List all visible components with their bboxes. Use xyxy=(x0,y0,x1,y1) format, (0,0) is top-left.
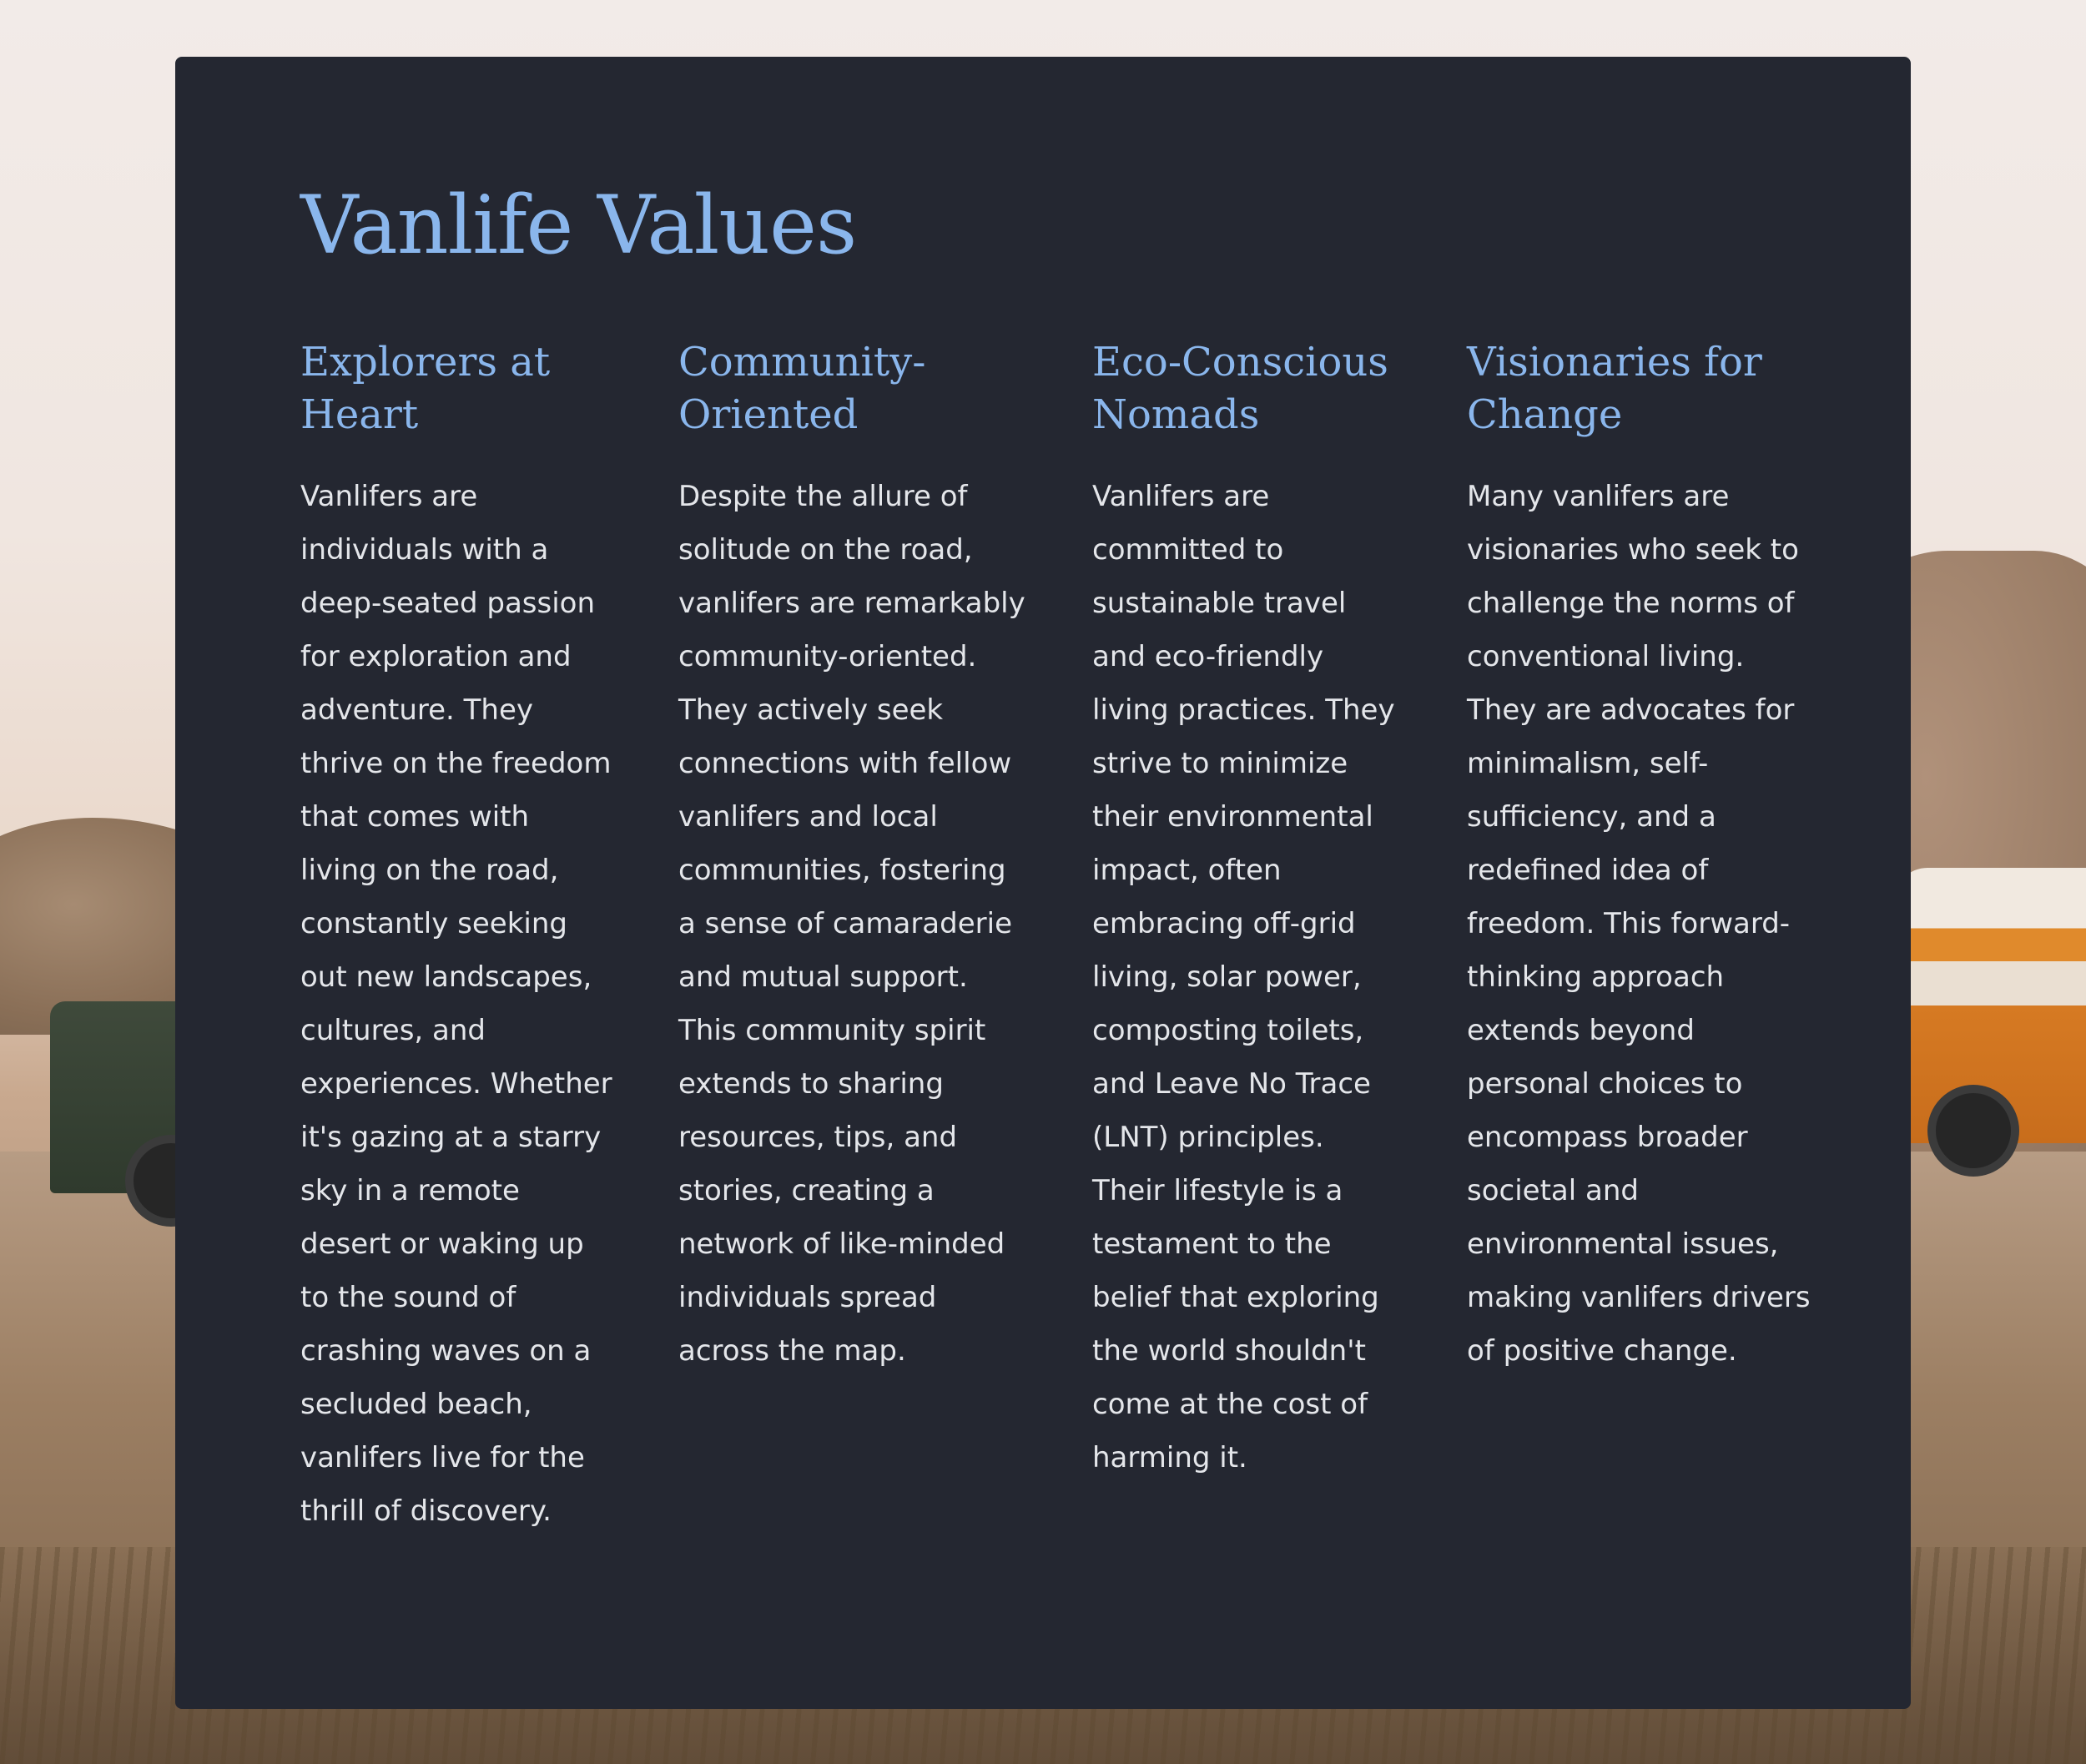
van-wheel xyxy=(1927,1085,2019,1177)
value-column-explorers xyxy=(300,336,613,1538)
value-column-visionaries xyxy=(1467,336,1817,1378)
value-description: Vanlifers are individuals with a deep-seated passion for exploration and adventure. They thrive on the freedom that comes with living on the road, constantly seeking out new landscapes, cultures, and experiences. Whether it's gazing at a starry sky in a remote desert or waking up to the sound of crashing waves on a secluded beach, vanlifers live for the thrill of discovery. xyxy=(300,480,612,1528)
value-heading: Visionaries for Change xyxy=(1467,339,1762,438)
value-description: Despite the allure of solitude on the road, vanlifers are remarkably community-oriented. They actively seek connections with fellow vanlifers and local communities, fostering a sense of camaraderie and mutual support. This community spirit extends to sharing resources, tips, and stories, creating a network of like-minded individuals spread across the map. xyxy=(678,480,1025,1368)
section-title: Vanlife Values xyxy=(300,179,857,272)
value-heading: Eco-Conscious Nomads xyxy=(1092,339,1388,438)
values-card xyxy=(175,57,1911,1709)
value-description: Vanlifers are committed to sustainable travel and eco-friendly living practices. They strive to minimize their environmental impact, often embracing off-grid living, solar power, composting toilets, and Leave No Trace (LNT) principles. Their lifestyle is a testament to the belief that exploring the world shouldn't come at the cost of harming it. xyxy=(1092,480,1395,1474)
value-heading: Community-Oriented xyxy=(678,339,926,438)
value-column-eco xyxy=(1092,336,1401,1484)
background-van-right xyxy=(1894,868,2086,1143)
value-column-community xyxy=(678,336,1029,1378)
value-description: Many vanlifers are visionaries who seek to challenge the norms of conventional living. They are advocates for minimalism, self-sufficiency, and a redefined idea of freedom. This forward-thinking approach extends beyond personal choices to encompass broader societal and environmental issues, making vanlifers drivers of positive change. xyxy=(1467,480,1811,1368)
value-heading: Explorers at Heart xyxy=(300,339,551,438)
